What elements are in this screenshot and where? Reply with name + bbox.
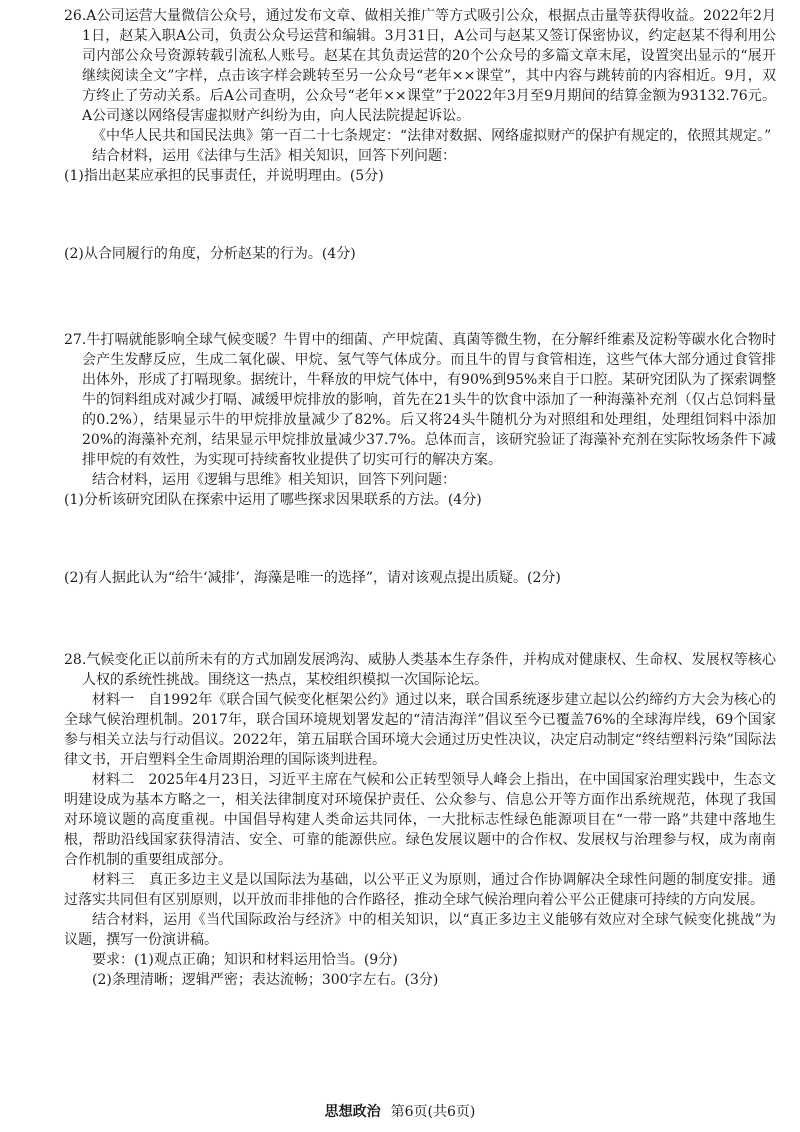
q26-stem: 26.A公司运营大量微信公众号，通过发布文章、做相关推广等方式吸引公众，根据点击量等获得收益。2022年2月1日，赵某入职A公司，负责公众号运营和编辑。3月31日，A公司与赵某又签订保密协议，约定赵某不得利用公司内部公众号资源转载引流私人账号。赵某在其负责运营的20个公众号的多篇文章末尾，设置突出显示的“展开继续阅读全文”字样，点击该字样会跳转至另一公众号“老年××课堂”，其中内容与跳转前的内容相近。9月，双方终止了劳动关系。后A公司查明，公众号“老年××课堂”于2022年3月至9月期间的结算金额为93132.76元。A公司遂以网络侵害虚拟财产纠纷为由，向人民法院提起诉讼。 bbox=[64, 8, 776, 124]
q28-material-3: 材料三 真正多边主义是以国际法为基础，以公平正义为原则，通过合作协调解决全球性问题的制度安排。通过落实共同但有区别原则，以开放而非排他的合作路径，推动全球气候治理向着公平公正健康可持续的方向发展。 bbox=[64, 872, 776, 908]
q28-material-1: 材料一 自1992年《联合国气候变化框架公约》通过以来，联合国系统逐步建立起以公约缔约方大会为核心的全球气候治理机制。2017年，联合国环境规划署发起的“清洁海洋”倡议至今已覆盖76%的全球海岸线，69个国家参与相关立法与行动倡议。2022年，第五届联合国环境大会通过历史性决议，决定启动制定“终结塑料污染”国际法律文书，开启塑料全生命周期治理的国际谈判进程。 bbox=[64, 692, 776, 768]
q27-sub2: (2)有人据此认为“给牛‘减排’，海藻是唯一的选择”，请对该观点提出质疑。(2分) bbox=[64, 570, 561, 586]
q27-stem: 27.牛打嗝就能影响全球气候变暖？牛胃中的细菌、产甲烷菌、真菌等微生物，在分解纤维素及淀粉等碳水化合物时会产生发酵反应，生成二氧化碳、甲烷、氢气等气体成分。而且牛的胃与食管相连，这些气体大部分通过食管排出体外，形成了打嗝现象。据统计，牛释放的甲烷气体中，有90%到95%来自于口腔。某研究团队为了探索调整牛的饲料组成对减少打嗝、减缓甲烷排放的影响，首先在21头牛的饮食中添加了一种海藻补充剂（仅占总饲料量的0.2%），结果显示牛的甲烷排放量减少了82%。后又将24头牛随机分为对照组和处理组，处理组饲料中添加20%的海藻补充剂，结果显示甲烷排放量减少37.7%。总体而言，该研究验证了海藻补充剂在实际牧场条件下减排甲烷的有效性，为实现可持续畜牧业提供了切实可行的解决方案。 bbox=[64, 332, 776, 468]
footer-subject: 思想政治 bbox=[324, 1104, 381, 1120]
q28-instruction: 结合材料，运用《当代国际政治与经济》中的相关知识，以“真正多边主义能够有效应对全球气候变化挑战”为议题，撰写一份演讲稿。 bbox=[64, 912, 776, 948]
q27-sub1: (1)分析该研究团队在探索中运用了哪些探求因果联系的方法。(4分) bbox=[64, 492, 482, 508]
q26-law-quote: 《中华人民共和国民法典》第一百二十七条规定：“法律对数据、网络虚拟财产的保护有规定的，依照其规定。” bbox=[92, 128, 772, 144]
q28-stem: 28.气候变化正以前所未有的方式加剧发展鸿沟、威胁人类基本生存条件，并构成对健康权、生命权、发展权等核心人权的系统性挑战。围绕这一热点，某校组织模拟一次国际论坛。 bbox=[64, 652, 776, 688]
q27-instruction: 结合材料，运用《逻辑与思维》相关知识，回答下列问题： bbox=[92, 472, 456, 488]
q28-material-2: 材料二 2025年4月23日，习近平主席在气候和公正转型领导人峰会上指出，在中国国家治理实践中，生态文明建设成为基本方略之一，相关法律制度对环境保护责任、公众参与、信息公开等方面作出系统规范，体现了我国对环境议题的高度重视。中国倡导构建人类命运共同体，一大批标志性绿色能源项目在“一带一路”共建中落地生根，帮助沿线国家获得清洁、安全、可靠的能源供应。绿色发展议题中的合作权、发展权与治理参与权，成为南南合作机制的重要组成部分。 bbox=[64, 772, 776, 868]
q28-requirement-2: (2)条理清晰；逻辑严密；表达流畅；300字左右。(3分) bbox=[92, 972, 439, 988]
question-26 bbox=[64, 6, 776, 264]
q26-instruction: 结合材料，运用《法律与生活》相关知识，回答下列问题： bbox=[92, 148, 456, 164]
q26-sub2: (2)从合同履行的角度，分析赵某的行为。(4分) bbox=[64, 246, 356, 262]
q26-sub1: (1)指出赵某应承担的民事责任，并说明理由。(5分) bbox=[64, 168, 384, 184]
question-27 bbox=[64, 330, 776, 588]
footer-page-number: 第6页(共6页) bbox=[390, 1104, 476, 1120]
page-footer bbox=[0, 1102, 800, 1122]
question-28 bbox=[64, 650, 776, 990]
q28-requirement-1: 要求：(1)观点正确；知识和材料运用恰当。(9分) bbox=[92, 952, 398, 968]
